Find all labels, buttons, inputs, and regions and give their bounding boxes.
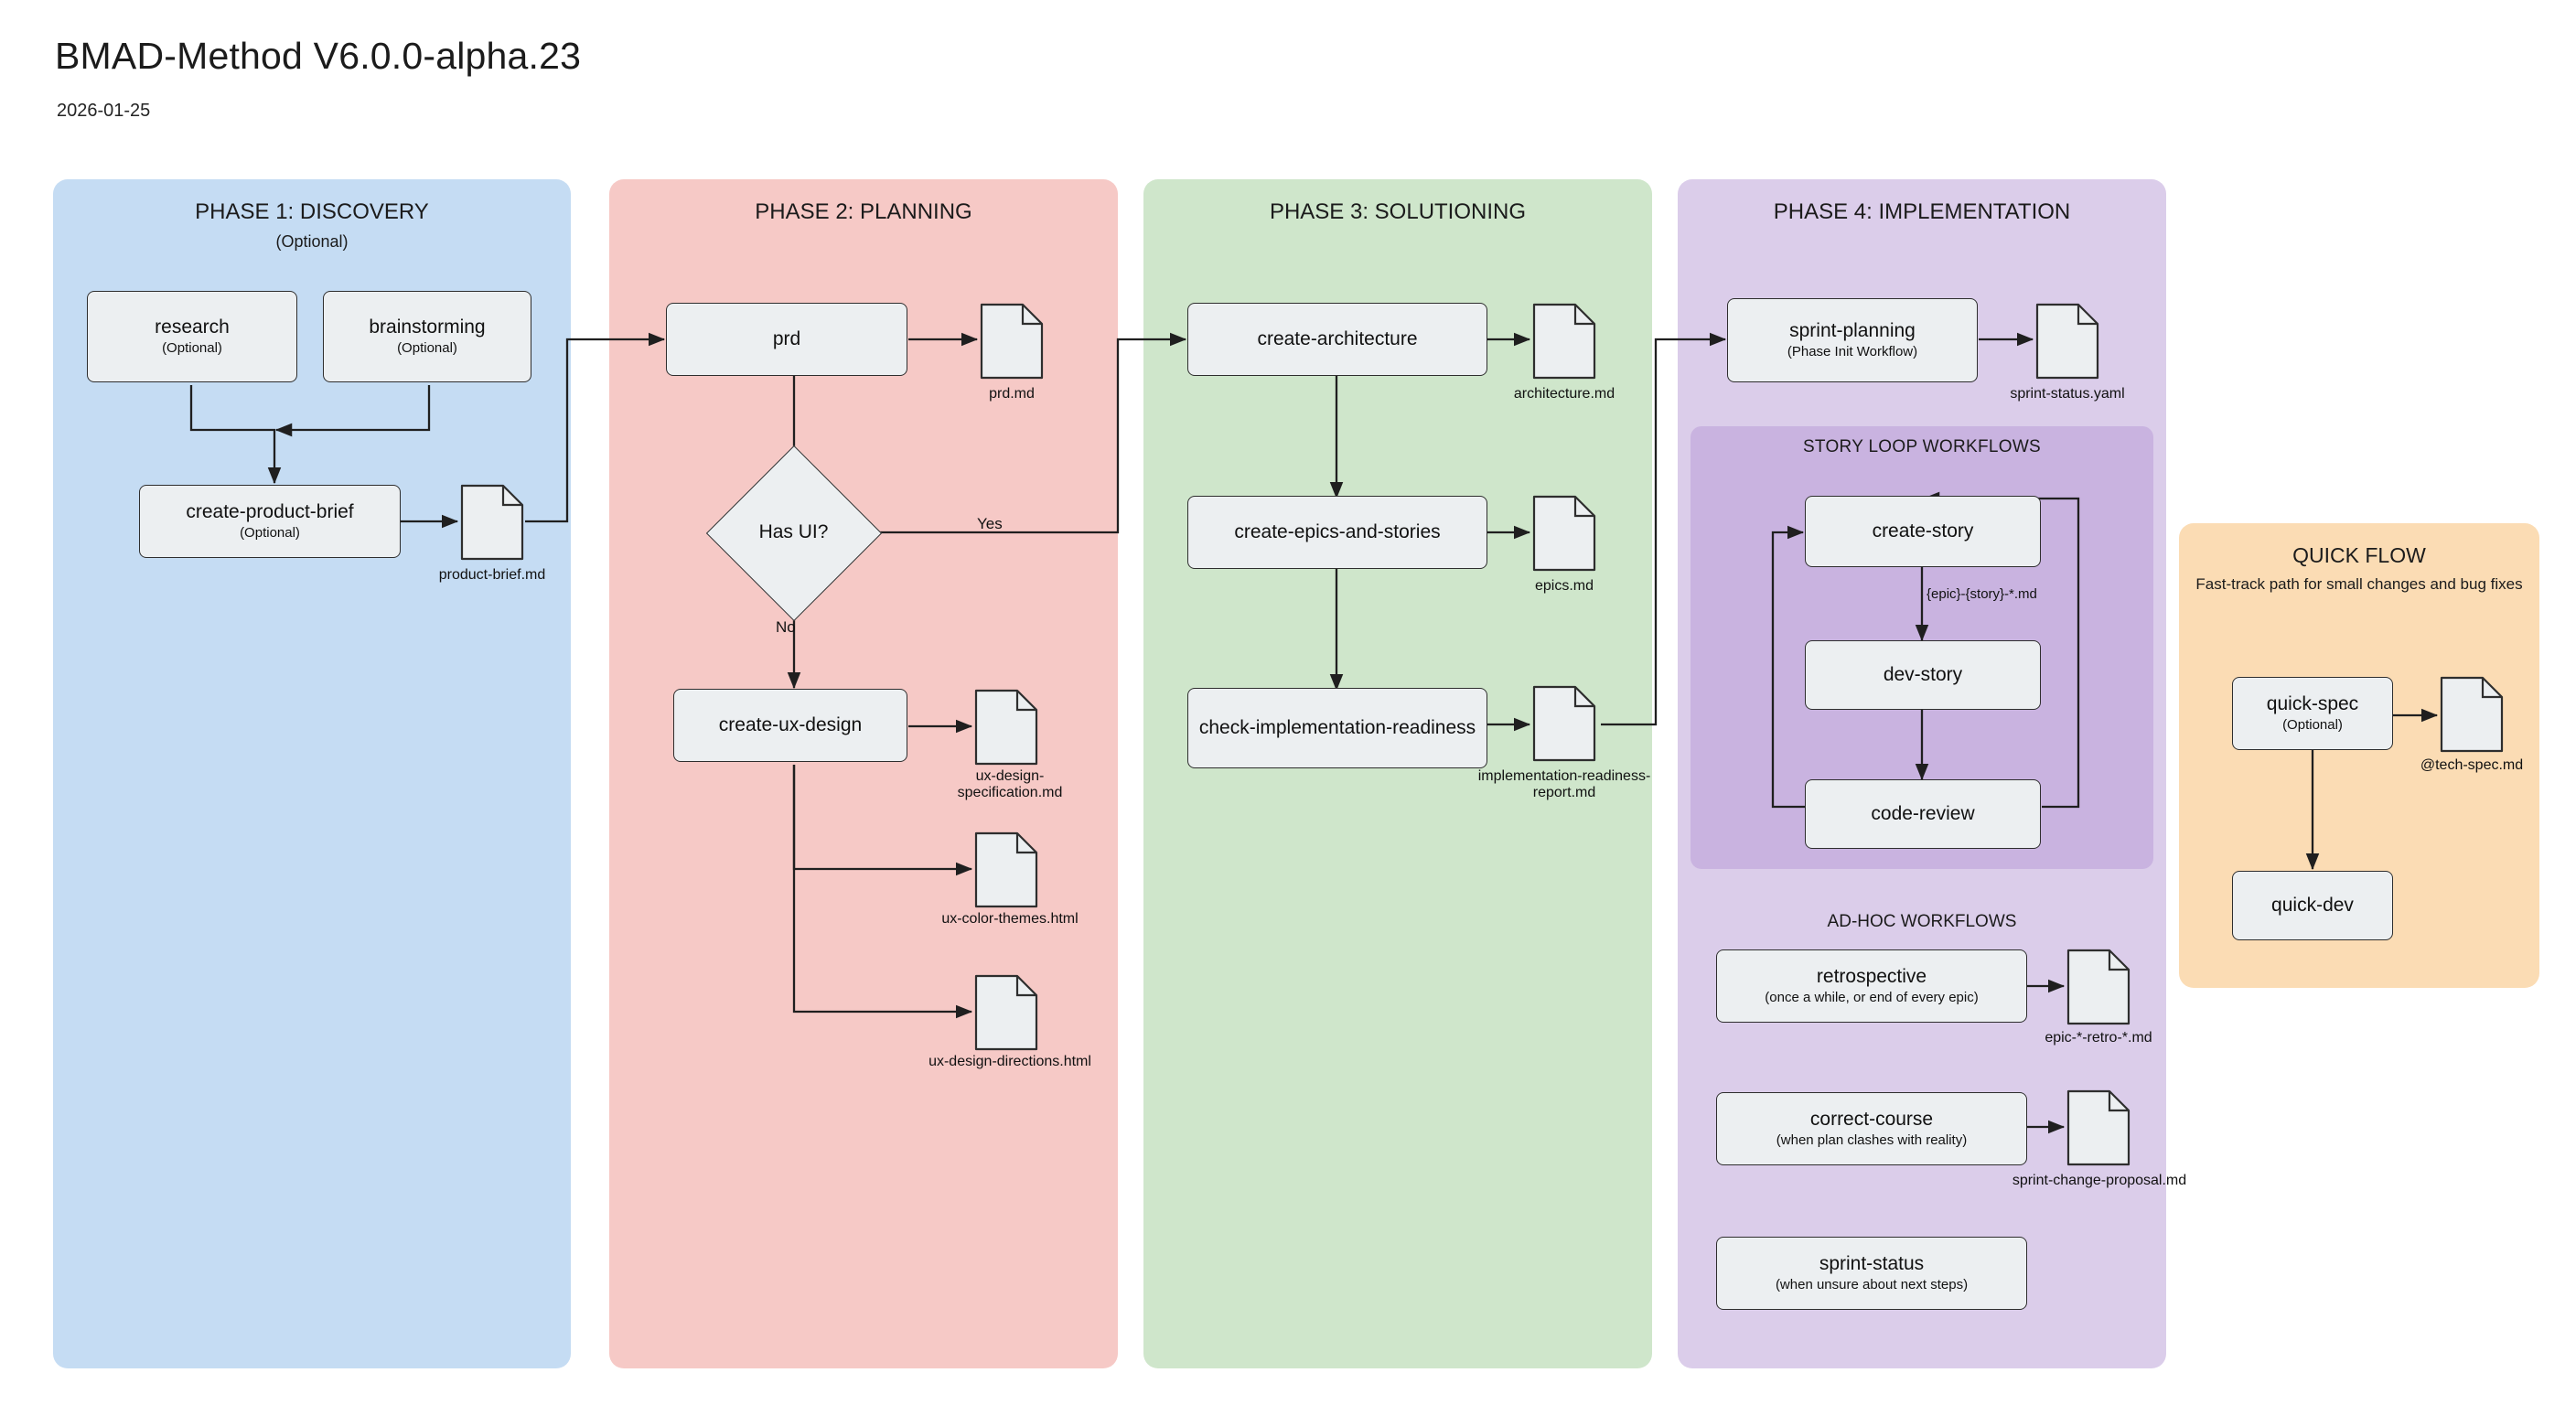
node-sublabel: (once a while, or end of every epic) [1765, 990, 1979, 1006]
doc-epics-label: epics.md [1534, 578, 1594, 594]
node-label: brainstorming [369, 316, 486, 338]
node-sublabel: (Optional) [240, 525, 300, 542]
node-label: sprint-planning [1789, 319, 1916, 341]
doc-product-brief-icon [459, 483, 525, 562]
node-sublabel: (Phase Init Workflow) [1787, 344, 1918, 360]
node-sublabel: (when plan clashes with reality) [1776, 1132, 1968, 1149]
node-label: quick-dev [2271, 894, 2354, 916]
node-create-ux-design[interactable] [673, 689, 907, 762]
node-sublabel: (Optional) [2282, 717, 2343, 734]
node-dev-story[interactable] [1805, 640, 2041, 710]
doc-architecture-label: architecture.md [1513, 386, 1615, 402]
node-prd[interactable] [666, 303, 907, 376]
quick-flow-subtitle: Fast-track path for small changes and bug fixes [2195, 575, 2523, 593]
node-label: prd [772, 327, 801, 349]
node-sublabel: (Optional) [397, 340, 457, 357]
node-label: quick-spec [2266, 692, 2359, 714]
doc-epics-icon [1531, 494, 1597, 573]
story-loop-title: STORY LOOP WORKFLOWS [1802, 437, 2042, 456]
decision-has-ui-label: Has UI? [758, 521, 829, 542]
node-retrospective[interactable] [1716, 949, 2027, 1023]
node-label: sprint-status [1819, 1252, 1925, 1274]
ad-hoc-title: AD-HOC WORKFLOWS [1827, 912, 2017, 931]
doc-prd-label: prd.md [989, 386, 1035, 402]
story-loop-edge-label: {epic}-{story}-*.md [1927, 586, 2037, 602]
phase-title-implementation: PHASE 4: IMPLEMENTATION [1773, 199, 2071, 224]
doc-ux-spec-label: ux-design-specification.md [957, 768, 1063, 801]
doc-retro-icon [2066, 948, 2131, 1026]
node-label: create-story [1872, 520, 1974, 542]
doc-ux-spec-icon [973, 688, 1039, 767]
node-sprint-status[interactable] [1716, 1237, 2027, 1310]
doc-retro-label: epic-*-retro-*.md [2045, 1030, 2152, 1046]
node-sublabel: (when unsure about next steps) [1775, 1277, 1969, 1293]
node-label: create-architecture [1257, 327, 1418, 349]
node-check-implementation-readiness[interactable] [1187, 688, 1487, 768]
node-brainstorming[interactable] [323, 291, 531, 382]
node-label: retrospective [1816, 965, 1927, 987]
doc-tech-spec-label: @tech-spec.md [2420, 757, 2524, 773]
phase-title-discovery: PHASE 1: DISCOVERY [195, 199, 429, 224]
node-quick-dev[interactable] [2232, 871, 2393, 940]
doc-ux-colors-icon [973, 831, 1039, 909]
node-label: create-product-brief [186, 500, 354, 522]
quick-flow-title: QUICK FLOW [2292, 543, 2426, 567]
node-create-product-brief[interactable] [139, 485, 401, 558]
node-sublabel: (Optional) [162, 340, 222, 357]
phase-title-planning: PHASE 2: PLANNING [755, 199, 972, 224]
node-label: research [155, 316, 230, 338]
doc-readiness-label: implementation-readiness-report.md [1477, 768, 1651, 801]
node-label: code-review [1871, 802, 1975, 824]
node-research[interactable] [87, 291, 297, 382]
node-label: correct-course [1809, 1108, 1934, 1130]
doc-architecture-icon [1531, 302, 1597, 381]
node-label: create-ux-design [718, 713, 863, 735]
doc-product-brief-label: product-brief.md [438, 567, 546, 583]
doc-sprint-status-yaml-icon [2034, 302, 2100, 381]
phase-title-solutioning: PHASE 3: SOLUTIONING [1269, 199, 1527, 224]
node-sprint-planning[interactable] [1727, 298, 1978, 382]
node-label: check-implementation-readiness [1198, 716, 1476, 738]
page-title: BMAD-Method V6.0.0-alpha.23 [55, 35, 582, 77]
edge-label-no: No [776, 618, 796, 636]
node-label: create-epics-and-stories [1234, 520, 1441, 542]
node-create-epics-and-stories[interactable] [1187, 496, 1487, 569]
doc-tech-spec-icon [2439, 675, 2505, 754]
node-create-story[interactable] [1805, 496, 2041, 567]
node-quick-spec[interactable] [2232, 677, 2393, 750]
node-create-architecture[interactable] [1187, 303, 1487, 376]
page-date: 2026-01-25 [57, 101, 151, 121]
doc-ux-directions-label: ux-design-directions.html [928, 1054, 1091, 1069]
doc-change-proposal-label: sprint-change-proposal.md [2012, 1173, 2187, 1188]
doc-readiness-icon [1531, 684, 1597, 763]
edge-label-yes: Yes [977, 515, 1003, 532]
doc-prd-icon [979, 302, 1045, 381]
doc-ux-directions-icon [973, 973, 1039, 1052]
node-correct-course[interactable] [1716, 1092, 2027, 1165]
node-code-review[interactable] [1805, 779, 2041, 849]
phase-subtitle-discovery: (Optional) [275, 232, 349, 251]
doc-sprint-status-yaml-label: sprint-status.yaml [2010, 386, 2125, 402]
doc-ux-colors-label: ux-color-themes.html [941, 911, 1079, 927]
node-label: dev-story [1883, 663, 1963, 685]
doc-change-proposal-icon [2066, 1089, 2131, 1167]
